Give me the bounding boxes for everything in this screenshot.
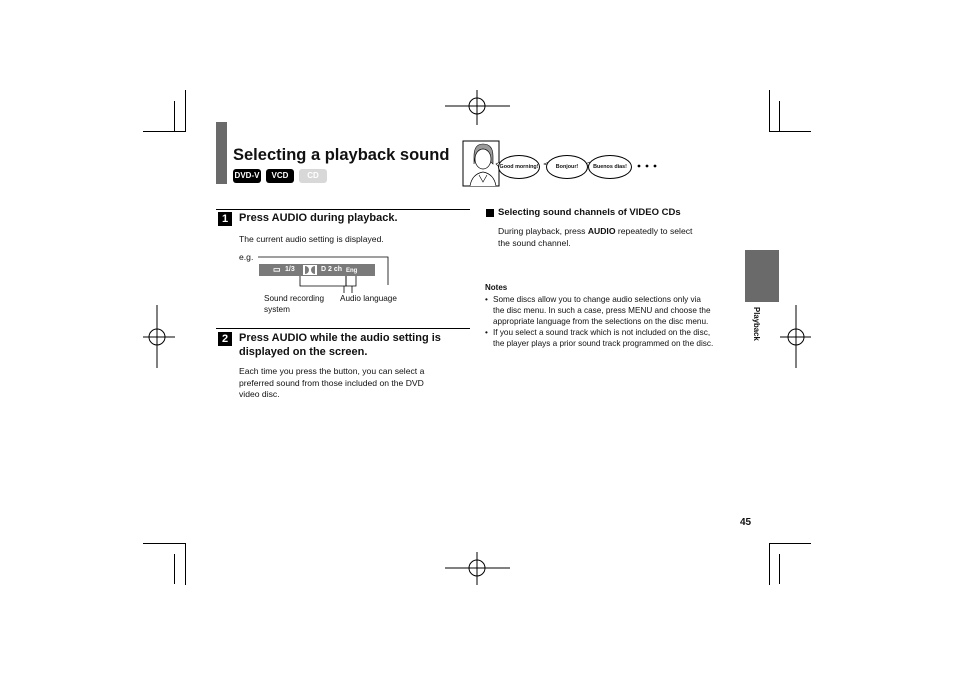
osd-language: Eng xyxy=(346,268,358,274)
step2-rule xyxy=(216,328,470,329)
page-number: 45 xyxy=(740,517,752,528)
step1-description: The current audio setting is displayed. xyxy=(239,234,384,244)
step2-body xyxy=(239,366,424,401)
vcd-section-heading: Selecting sound channels of VIDEO CDs xyxy=(498,207,681,218)
vcd-section-body-line2: the sound channel. xyxy=(498,237,571,248)
page-title: Selecting a playback sound xyxy=(233,146,450,164)
step2-heading-line2: displayed on the screen. xyxy=(239,346,368,358)
step2-heading xyxy=(239,331,441,359)
example-label: e.g. xyxy=(239,252,254,262)
label-sound-recording-line2: system xyxy=(264,305,290,314)
subtitle-track-icon: ▭ xyxy=(273,265,281,274)
notes-list xyxy=(485,294,745,349)
label-sound-recording-line1: Sound recording xyxy=(264,294,325,303)
osd-track: 1/3 xyxy=(285,266,295,273)
note-item-1: • Some discs allow you to change audio selections only via the disc menu. In such a case, press MENU and choose the appropriate language from the selections on the disc menu. xyxy=(485,295,711,326)
note-item-2: • If you select a sound track which is not included on the disc, the player plays a prior sound track programmed on the disc. xyxy=(485,328,714,348)
step2-number: 2 xyxy=(218,332,232,346)
vcd-section-body-line1: During playback, press AUDIO repeatedly to select xyxy=(498,226,693,236)
speech-bubble-english: Good morning! xyxy=(498,155,540,179)
chapter-tab xyxy=(745,250,779,302)
dolby-icon xyxy=(303,265,317,275)
section-square-icon xyxy=(486,209,494,217)
speech-bubble-french: Bonjour! xyxy=(546,155,588,179)
badge-cd: CD xyxy=(299,169,327,183)
step2-body-line3: video disc. xyxy=(239,389,280,399)
step2-heading-line1: Press AUDIO while the audio setting is xyxy=(239,332,441,344)
step1-number: 1 xyxy=(218,212,232,226)
step2-body-line1: Each time you press the button, you can select a xyxy=(239,366,425,376)
badge-vcd: VCD xyxy=(266,169,294,183)
osd-channels: D 2 ch xyxy=(321,266,343,273)
label-sound-recording xyxy=(264,293,324,315)
speech-bubble-spanish: Buenos dias! xyxy=(588,155,632,179)
chapter-tab-label: Playback xyxy=(752,307,761,341)
notes-heading: Notes xyxy=(485,283,508,292)
vcd-section-body xyxy=(498,226,692,249)
label-audio-language: Audio language xyxy=(340,294,397,303)
step1-heading: Press AUDIO during playback. xyxy=(239,212,398,224)
step2-body-line2: preferred sound from those included on the DVD xyxy=(239,377,424,388)
badge-dvd-v: DVD-V xyxy=(233,169,261,183)
audio-osd-display xyxy=(259,264,375,276)
